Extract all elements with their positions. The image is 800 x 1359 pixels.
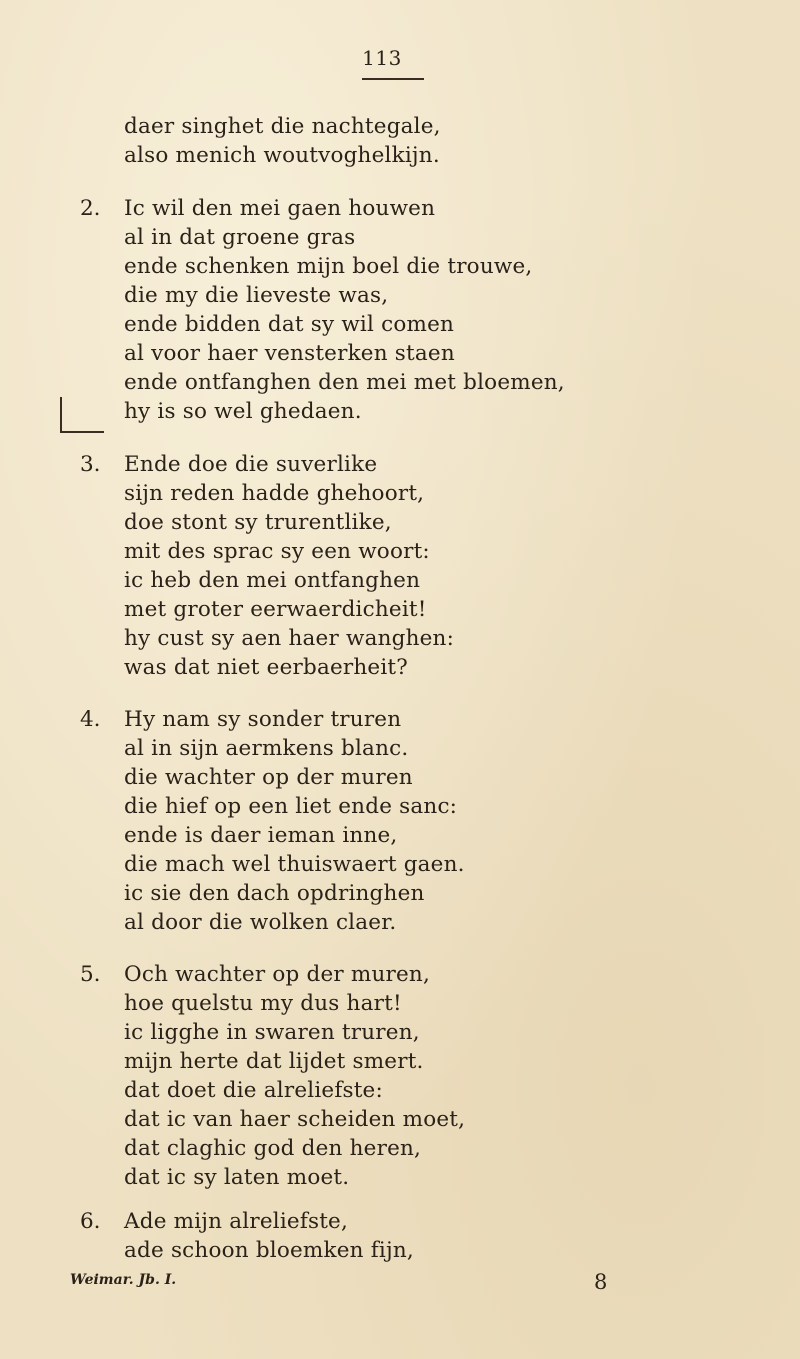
footer-sheet-number: 8 bbox=[594, 1270, 608, 1294]
poem-line: ic ligghe in swaren truren, bbox=[124, 1020, 420, 1045]
poem-line: al voor haer vensterken staen bbox=[124, 341, 455, 366]
poem-line: dat ic van haer scheiden moet, bbox=[124, 1107, 466, 1132]
poem-line: al in sijn aermkens blanc. bbox=[124, 736, 409, 761]
poem-line: dat doet die alreliefste: bbox=[124, 1078, 383, 1103]
poem-line: Ende doe die suverlike bbox=[124, 452, 378, 477]
poem-line: ic heb den mei ontfanghen bbox=[124, 568, 421, 593]
poem-line: also menich woutvoghelkijn. bbox=[124, 143, 440, 168]
poem-line: ade schoon bloemken fijn, bbox=[124, 1238, 414, 1263]
stanza-number: 2. bbox=[80, 196, 101, 221]
poem-line: Och wachter op der muren, bbox=[124, 962, 430, 987]
poem-line: Hy nam sy sonder truren bbox=[124, 707, 402, 732]
poem-line: ende bidden dat sy wil comen bbox=[124, 312, 455, 337]
poem-line: ende schenken mijn boel die trouwe, bbox=[124, 254, 533, 279]
poem-line: was dat niet eerbaerheit? bbox=[124, 655, 408, 680]
stanza-number: 3. bbox=[80, 452, 101, 477]
poem-line: ic sie den dach opdringhen bbox=[124, 881, 425, 906]
poem-line: doe stont sy trurentlike, bbox=[124, 510, 392, 535]
poem-line: sijn reden hadde ghehoort, bbox=[124, 481, 425, 506]
poem-line: ende is daer ieman inne, bbox=[124, 823, 398, 848]
poem-line: mit des sprac sy een woort: bbox=[124, 539, 430, 564]
poem-line: hy cust sy aen haer wanghen: bbox=[124, 626, 455, 651]
poem-line: dat claghic god den heren, bbox=[124, 1136, 422, 1161]
poem-line: ende ontfanghen den mei met bloemen, bbox=[124, 370, 565, 395]
poem-line: die mach wel thuiswaert gaen. bbox=[124, 852, 465, 877]
poem-line: Ic wil den mei gaen houwen bbox=[124, 196, 436, 221]
poem-line: hy is so wel ghedaen. bbox=[124, 399, 362, 424]
poem-line: die hief op een liet ende sanc: bbox=[124, 794, 458, 819]
stanza-number: 4. bbox=[80, 707, 101, 732]
poem-line: met groter eerwaerdicheit! bbox=[124, 597, 427, 622]
poem-line: die my die lieveste was, bbox=[124, 283, 389, 308]
page-number-rule bbox=[362, 78, 424, 80]
poem-line: die wachter op der muren bbox=[124, 765, 413, 790]
poem-line: al door die wolken claer. bbox=[124, 910, 397, 935]
poem-line: dat ic sy laten moet. bbox=[124, 1165, 350, 1190]
stanza-number: 6. bbox=[80, 1209, 101, 1234]
poem-line: hoe quelstu my dus hart! bbox=[124, 991, 402, 1016]
poem-line: al in dat groene gras bbox=[124, 225, 356, 250]
poem-line: daer singhet die nachtegale, bbox=[124, 114, 441, 139]
stanza-number: 5. bbox=[80, 962, 101, 987]
poem-line: mijn herte dat lijdet smert. bbox=[124, 1049, 424, 1074]
page-number: 113 bbox=[362, 46, 402, 70]
margin-bracket-mark bbox=[60, 397, 104, 433]
poem-line: Ade mijn alreliefste, bbox=[124, 1209, 349, 1234]
footer-signature: Weimar. Jb. I. bbox=[70, 1272, 177, 1288]
